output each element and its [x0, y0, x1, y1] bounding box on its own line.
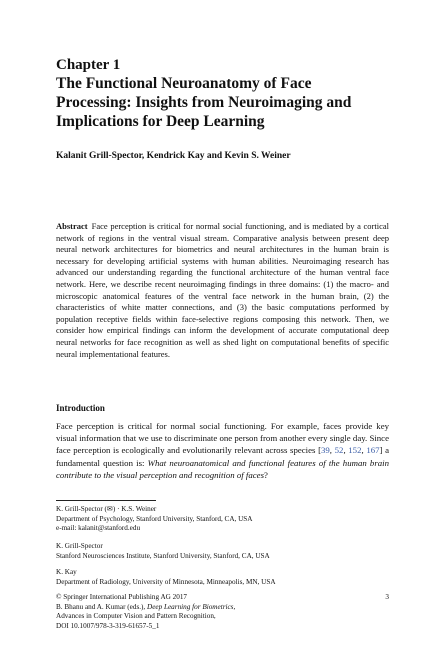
book-series: Advances in Computer Vision and Pattern Recognition, [56, 612, 216, 621]
affiliation-department: Department of Psychology, Stanford University, Stanford, CA, USA [56, 514, 253, 523]
citation-link[interactable]: 152 [348, 445, 362, 456]
affiliation-authors: K. Grill-Spector (✉) · K.S. Weiner [56, 505, 157, 513]
book-editors: B. Bhanu and A. Kumar (eds.), [56, 602, 148, 611]
page-number: 3 [385, 593, 389, 601]
affiliation-authors: K. Kay [56, 568, 77, 576]
intro-text-after: ] a fundamental question is: [56, 445, 389, 468]
section-heading-introduction: Introduction [56, 403, 105, 413]
affiliation-block [56, 542, 389, 561]
affiliation-authors: K. Grill-Spector [56, 542, 103, 550]
citation-link[interactable]: 52 [334, 445, 344, 456]
book-title: Deep Learning for Biometrics [147, 602, 234, 611]
chapter-label: Chapter 1 [56, 57, 121, 73]
citation-separator: , [361, 445, 367, 456]
affiliation-block [56, 505, 389, 534]
book-title-comma: , [233, 602, 236, 611]
affiliation-block [56, 568, 389, 587]
citation-link[interactable]: 167 [366, 445, 380, 456]
affiliation-department: Stanford Neurosciences Institute, Stanford University, Stanford, CA, USA [56, 551, 270, 560]
footnote-rule [56, 500, 156, 501]
citation-separator: , [329, 445, 335, 456]
introduction-paragraph [56, 420, 389, 481]
citation-separator: , [343, 445, 349, 456]
copyright-block [56, 593, 389, 631]
copyright-notice: © Springer International Publishing AG 2017 [56, 593, 188, 601]
intro-text-before: Face perception is critical for normal social functioning. For example, faces provide key visual information that we use to discriminate one person from another every single day. Since face perception is ecologically and evolutionarily relevant across species [ [56, 421, 389, 456]
affiliation-email[interactable]: e-mail: kalanit@stanford.edu [56, 524, 141, 533]
chapter-title: The Functional Neuroanatomy of Face Processing: Insights from Neuroimaging and Implications for Deep Learning [56, 75, 352, 130]
abstract-text: Face perception is critical for normal social functioning, and is mediated by a cortical network of regions in the ventral visual stream. Comparative analysis between present deep neural network architectures for biometrics and neural architectures in the human brain is necessary for developing artificial systems with human abilities. Neuroimaging research has advanced our understanding regarding the functional architecture of the human ventral face network. Here, we describe recent neuroimaging findings in three domains: (1) the macro- and microscopic anatomical features of the ventral face network in the human brain, (2) the characteristics of white matter connections, and (3) the basic computations performed by population receptive fields within face-selective regions composing this network. Then, we consider how empirical findings can inform the development of accurate computational deep neural networks for face recognition as well as shed light on computational benefits of specific neural implementational features. [56, 221, 389, 359]
doi-link[interactable]: DOI 10.1007/978-3-319-61657-5_1 [56, 621, 160, 630]
abstract [56, 221, 389, 360]
affiliation-department: Department of Radiology, University of Minnesota, Minneapolis, MN, USA [56, 577, 276, 586]
citation-link[interactable]: 39 [321, 445, 330, 456]
question-mark: ? [264, 469, 268, 480]
research-question: What neuroanatomical and functional features of the human brain contribute to the visual perception and recognition of faces [56, 457, 389, 480]
author-list: Kalanit Grill-Spector, Kendrick Kay and Kevin S. Weiner [56, 151, 291, 161]
abstract-label: Abstract [56, 221, 88, 231]
